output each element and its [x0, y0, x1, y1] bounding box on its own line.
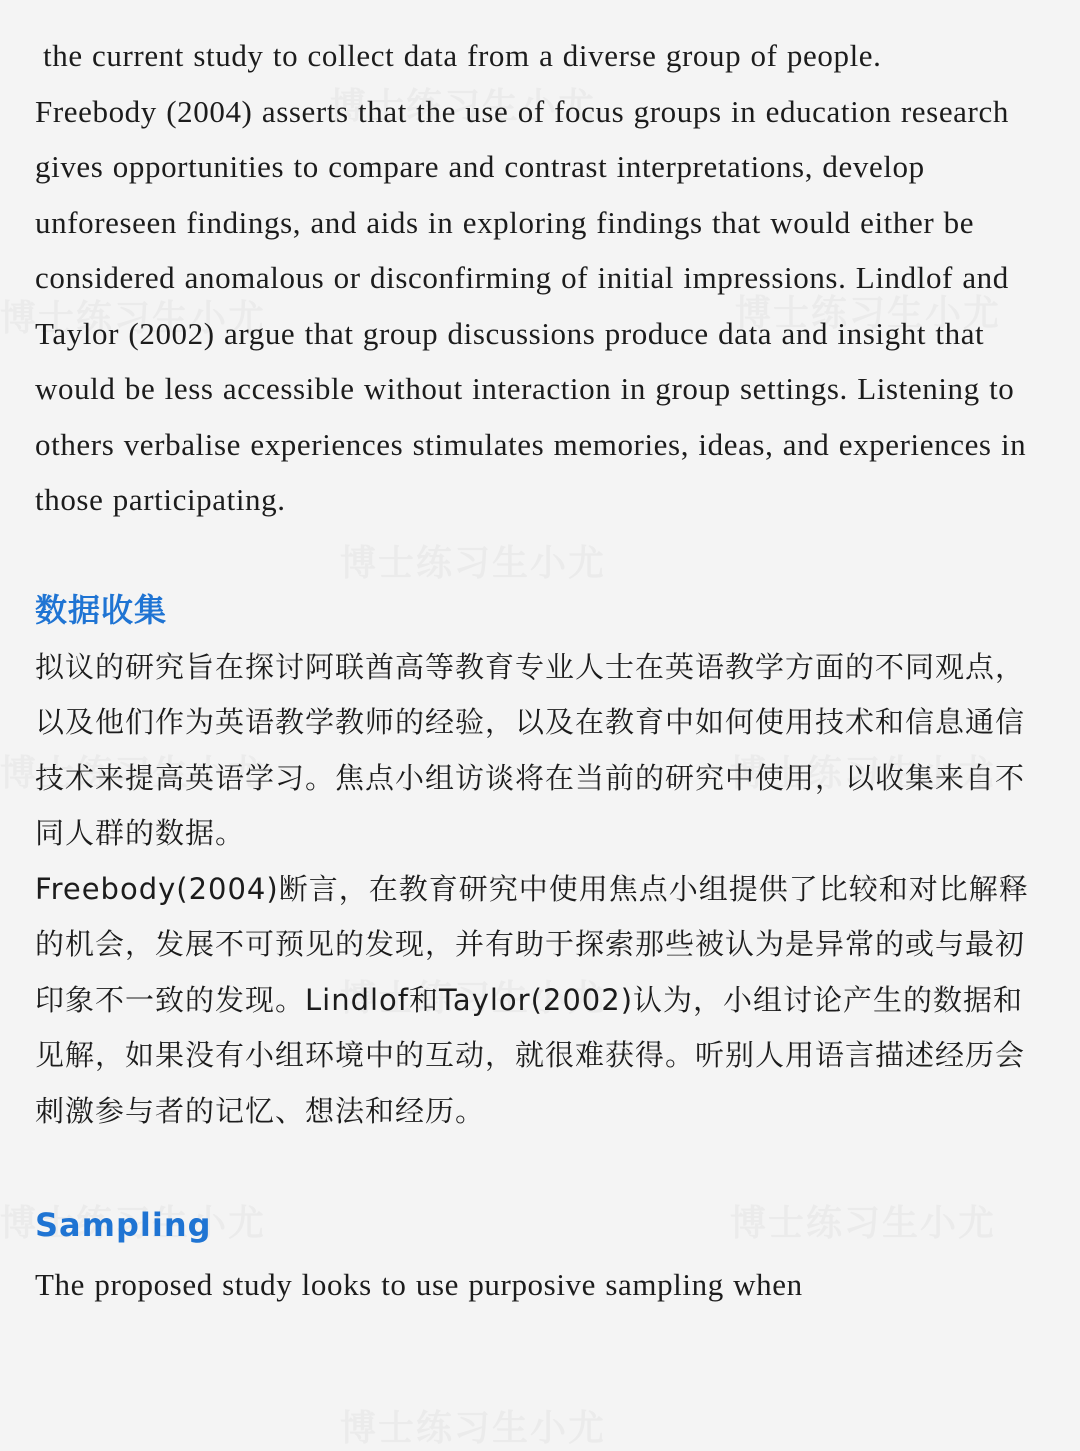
section-heading-sampling: Sampling — [35, 1206, 212, 1244]
intro-paragraph-1: the current study to collect data from a diverse group of people. — [43, 38, 882, 73]
intro-paragraph-2: Freebody (2004) asserts that the use of focus groups in education research gives opportunities to compare and contrast interpretations, develop unforeseen findings, and aids in exploring findings that would either be considered anomalous or disconfirming of initial impressions. Lindlof and Taylor (2002) argue that group discussions produce data and insight that would be less accessible without interaction in group settings. Listening to others verbalise experiences stimulates memories, ideas, and experiences in those participating. — [35, 93, 1027, 517]
article-body — [35, 28, 1047, 1313]
watermark — [340, 1400, 606, 1451]
zh-paragraph-2: Freebody(2004)断言，在教育研究中使用焦点小组提供了比较和对比解释的机会，发展不可预见的发现，并有助于探索那些被认为是异常的或与最初印象不一致的发现。Lindlof和Taylor(2002)认为，小组讨论产生的数据和见解，如果没有小组环境中的互动，就很难获得。听别人用语言描述经历会刺激参与者的记忆、想法和经历。 — [35, 871, 1029, 1128]
sampling-paragraph: The proposed study looks to use purposive sampling when — [35, 1267, 803, 1302]
section-heading-data-collection: 数据收集 — [35, 590, 168, 629]
zh-paragraph-1: 拟议的研究旨在探讨阿联酋高等教育专业人士在英语教学方面的不同观点，以及他们作为英语教学教师的经验，以及在教育中如何使用技术和信息通信技术来提高英语学习。焦点小组访谈将在当前的研究中使用，以收集来自不同人群的数据。 — [35, 649, 1026, 850]
